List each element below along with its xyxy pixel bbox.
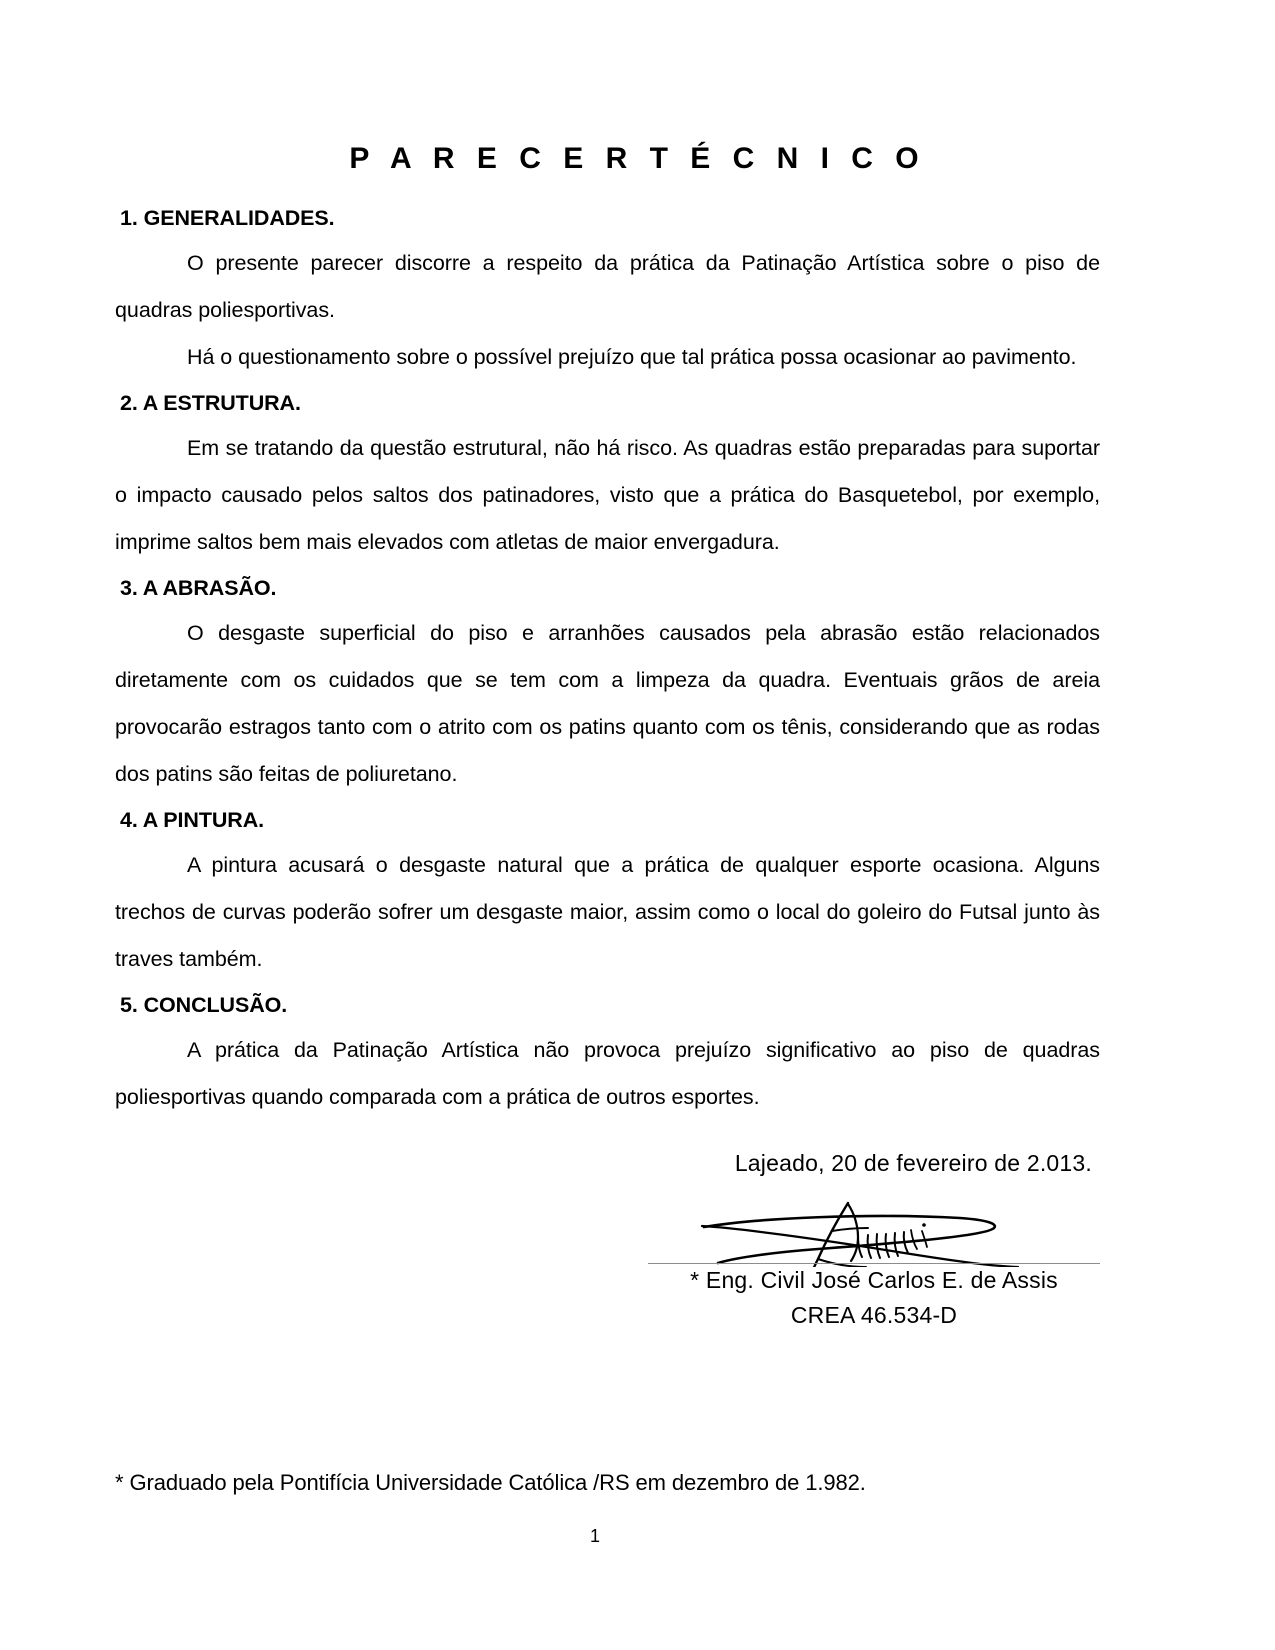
signatory-registration: CREA 46.534-D [790,1302,958,1328]
section-heading-4: 4. A PINTURA. [120,808,265,832]
date-line: Lajeado, 20 de fevereiro de 2.013. [734,1150,1092,1176]
section-2-paragraph-1: Em se tratando da questão estrutural, não há risco. As quadras estão preparadas para suportar o impacto causado pelos saltos dos patinadores, visto que a prática do Basquetebol, por exemplo, imprime saltos bem mais elevados com atletas de maior envergadura. [115,436,1100,554]
section-4-paragraph-1: A pintura acusará o desgaste natural que a prática de qualquer esporte ocasiona. Alguns trechos de curvas poderão sofrer um desgaste maior, assim como o local do goleiro do Futsal junto às traves também. [115,853,1100,971]
page-number: 1 [589,1526,600,1546]
signatory-name: * Eng. Civil José Carlos E. de Assis [690,1267,1058,1293]
handwritten-signature-icon [698,1197,1028,1267]
section-3-paragraph-1: O desgaste superficial do piso e arranhões causados pela abrasão estão relacionados diretamente com os cuidados que se tem com a limpeza da quadra. Eventuais grãos de areia provocarão estragos tanto com o atrito com os patins quanto com os tênis, considerando que as rodas dos patins são feitas de poliuretano. [115,621,1100,786]
footnote: * Graduado pela Pontifícia Universidade Católica /RS em dezembro de 1.982. [115,1470,866,1495]
document-body [115,196,1100,1121]
section-heading-1: 1. GENERALIDADES. [120,206,335,230]
section-1-paragraph-2: Há o questionamento sobre o possível prejuízo que tal prática possa ocasionar ao pavimento. [187,345,1077,369]
section-5-paragraph-1: A prática da Patinação Artística não provoca prejuízo significativo ao piso de quadras poliesportivas quando comparada com a prática de outros esportes. [115,1038,1100,1109]
page-title: P A R E C E R T É C N I C O [349,142,926,175]
signature-rule [648,1263,1100,1264]
section-heading-5: 5. CONCLUSÃO. [120,993,288,1017]
section-1-paragraph-1: O presente parecer discorre a respeito da prática da Patinação Artística sobre o piso de quadras poliesportivas. [115,251,1100,322]
section-heading-2: 2. A ESTRUTURA. [120,391,301,415]
section-heading-3: 3. A ABRASÃO. [120,576,277,600]
